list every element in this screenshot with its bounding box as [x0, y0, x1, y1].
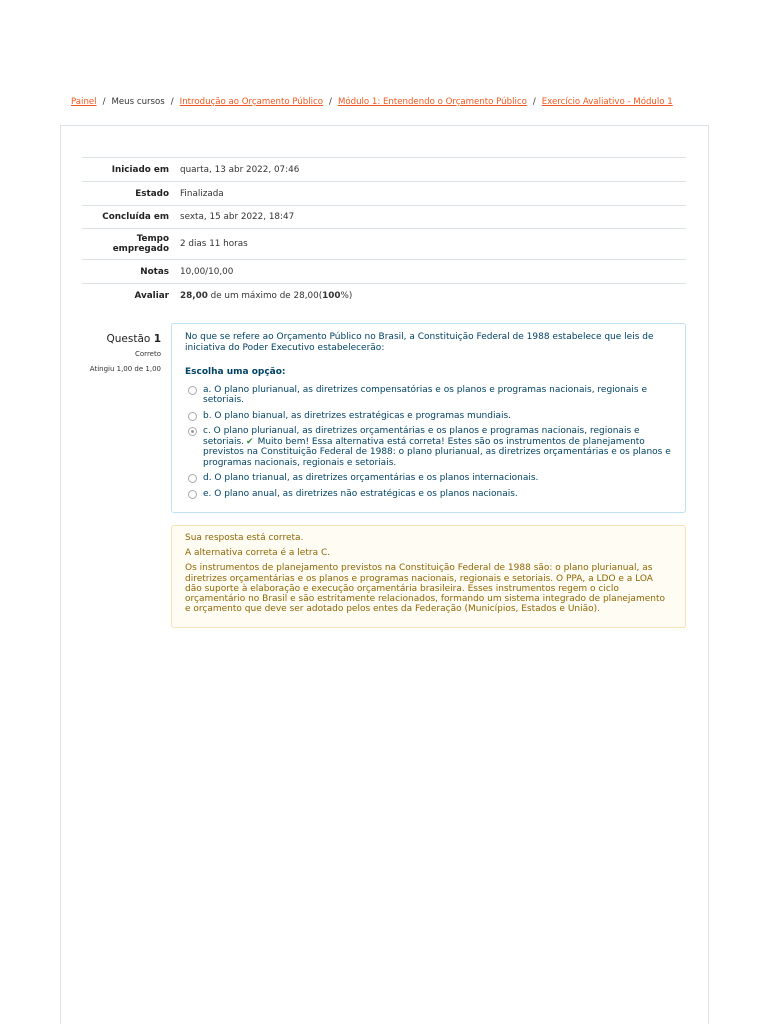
- started-value: quarta, 13 abr 2022, 07:46: [180, 164, 300, 175]
- grade-max: de um máximo de 28,00(: [207, 290, 323, 301]
- question-number-value: 1: [153, 333, 161, 345]
- feedback-correct-message: Sua resposta está correta.: [185, 533, 304, 543]
- summary-row-state: [82, 182, 686, 206]
- state-value: Finalizada: [180, 188, 224, 199]
- completed-label: Concluída em: [102, 212, 169, 222]
- answer-option-e[interactable]: [185, 489, 672, 500]
- question-info: [82, 333, 161, 373]
- answer-prompt: Escolha uma opção:: [185, 367, 286, 377]
- check-icon: ✔: [246, 436, 254, 447]
- question-formulation: [171, 323, 686, 513]
- radio-option-e[interactable]: [188, 490, 197, 499]
- breadcrumb-course-link[interactable]: Introdução ao Orçamento Público: [179, 97, 324, 107]
- summary-row-time-taken: [82, 229, 686, 260]
- time-taken-label-line2: empregado: [112, 244, 169, 254]
- summary-row-marks: [82, 260, 686, 284]
- radio-option-c[interactable]: [188, 427, 197, 436]
- breadcrumb-quiz-link[interactable]: Exercício Avaliativo - Módulo 1: [541, 97, 673, 107]
- grade-value: [175, 284, 686, 308]
- attempt-summary-table: [82, 157, 686, 308]
- summary-row-completed: [82, 206, 686, 229]
- grade-percent: 100: [322, 290, 341, 301]
- completed-value: sexta, 15 abr 2022, 18:47: [180, 212, 295, 222]
- time-taken-value: 2 dias 11 horas: [180, 239, 248, 249]
- radio-option-b[interactable]: [188, 412, 197, 421]
- breadcrumb-separator: /: [170, 97, 174, 107]
- breadcrumb-meus-cursos: Meus cursos: [111, 97, 165, 107]
- answer-option-d[interactable]: [185, 473, 672, 484]
- summary-row-started: [82, 158, 686, 182]
- answer-option-a[interactable]: [185, 385, 672, 406]
- breadcrumb-separator: /: [102, 97, 106, 107]
- time-taken-label-line1: Tempo: [136, 234, 169, 244]
- option-e-label: e. O plano anual, as diretrizes não estratégicas e os planos nacionais.: [203, 488, 518, 499]
- summary-row-grade: [82, 284, 686, 308]
- marks-label: Notas: [140, 266, 169, 277]
- breadcrumb-separator: /: [532, 97, 536, 107]
- option-b-label: b. O plano bianual, as diretrizes estratégicas e programas mundiais.: [203, 410, 512, 421]
- started-label: Iniciado em: [111, 164, 169, 175]
- option-a-label: a. O plano plurianual, as diretrizes compensatórias e os planos e programas nacionais, regionais e setoriais.: [203, 384, 647, 405]
- grade-label: Avaliar: [134, 290, 169, 301]
- state-label: Estado: [135, 188, 169, 199]
- option-d-label: d. O plano trianual, as diretrizes orçamentárias e os planos internacionais.: [203, 473, 539, 483]
- question-text: No que se refere ao Orçamento Público no Brasil, a Constituição Federal de 1988 estabelece que leis de iniciativa do Poder Executivo estabelecerão:: [185, 332, 654, 353]
- breadcrumb-painel-link[interactable]: Painel: [71, 97, 97, 107]
- feedback-explanation: Os instrumentos de planejamento previstos na Constituição Federal de 1988 são: o plano plurianual, as diretrizes orçamentárias e os planos e programas nacionais, regionais e setoriais. O PPA, a LDO e a LOA dão suporte à elaboração e execução orçamentária brasileira. Esses instrumentos regem o ciclo orçamentário no Brasil e são estritamente relacionados, formando um sistema integrado de planejamento e orçamento que deve ser adotado pelos entes da Federação (Municípios, Estados e União).: [185, 563, 665, 615]
- feedback-right-answer: A alternativa correta é a letra C.: [185, 548, 331, 559]
- radio-option-a[interactable]: [188, 386, 197, 395]
- answer-option-c[interactable]: [185, 426, 672, 468]
- breadcrumb-separator: /: [329, 97, 332, 107]
- breadcrumb: [71, 97, 673, 107]
- marks-value: 10,00/10,00: [180, 266, 234, 277]
- breadcrumb-module-link[interactable]: Módulo 1: Entendendo o Orçamento Público: [337, 97, 527, 107]
- time-taken-label: [82, 229, 175, 260]
- option-c-label: c. O plano plurianual, as diretrizes orçamentárias e os planos e programas nacionais, regionais e setoriais.: [203, 426, 640, 447]
- question-number: [82, 333, 161, 345]
- general-feedback: [171, 525, 686, 628]
- radio-option-d[interactable]: [188, 474, 197, 483]
- question-state: Correto: [135, 350, 161, 358]
- question-label: Questão: [106, 333, 151, 345]
- option-c-feedback: Muito bem! Essa alternativa está correta! Estes são os instrumentos de planejamento previstos na Constituição Federal de 1988: o plano plurianual, as diretrizes orçamentárias e os planos e programas nacionais, regionais e setoriais.: [203, 436, 671, 468]
- question-grade: Atingiu 1,00 de 1,00: [89, 365, 161, 373]
- grade-percent-suffix: %): [340, 290, 353, 301]
- answer-option-b[interactable]: [185, 411, 672, 422]
- grade-score: 28,00: [180, 290, 208, 301]
